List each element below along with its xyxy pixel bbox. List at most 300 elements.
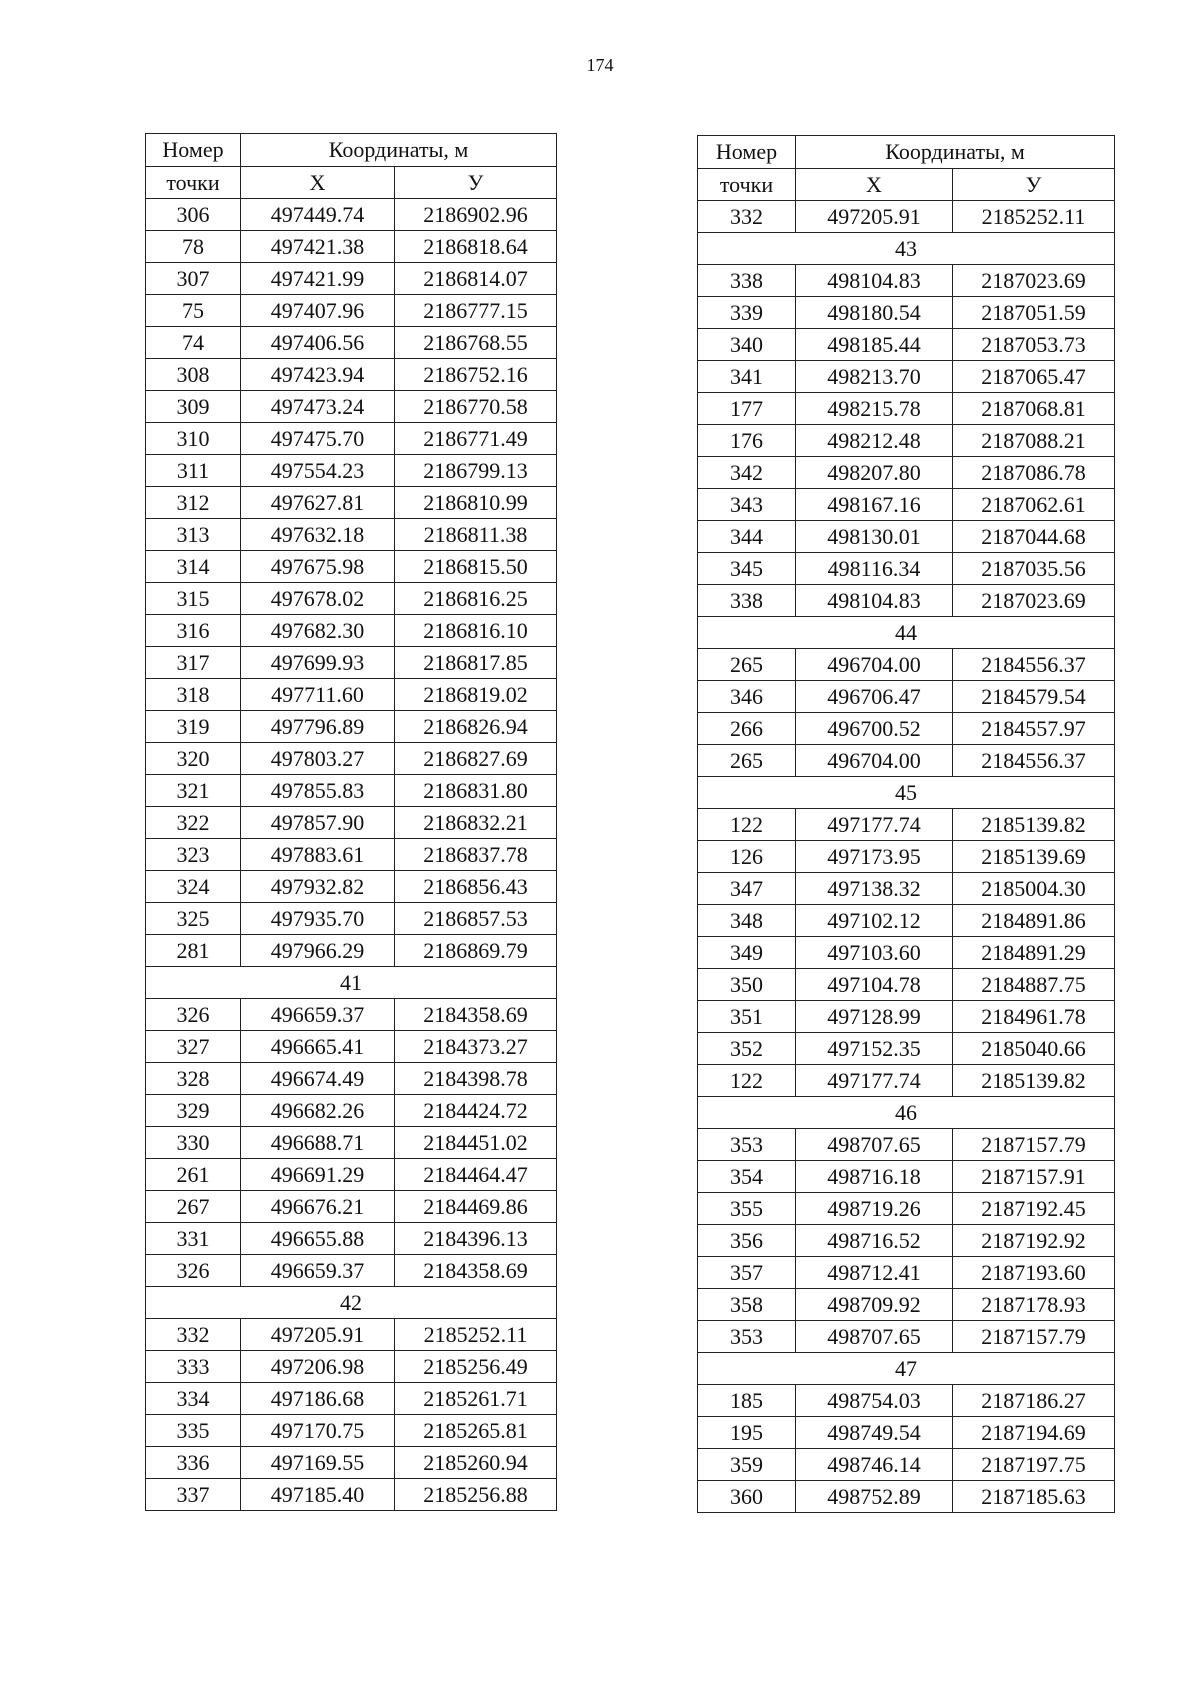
point-number-cell: 311 bbox=[146, 455, 241, 487]
y-coordinate-cell: 2187192.92 bbox=[953, 1225, 1115, 1257]
point-number-cell: 339 bbox=[698, 297, 796, 329]
table-row bbox=[698, 1321, 1115, 1353]
table-row bbox=[146, 295, 557, 327]
x-coordinate-cell: 496676.21 bbox=[241, 1191, 395, 1223]
y-coordinate-cell: 2187157.91 bbox=[953, 1161, 1115, 1193]
x-coordinate-cell: 498707.65 bbox=[796, 1129, 953, 1161]
point-number-cell: 315 bbox=[146, 583, 241, 615]
x-coordinate-cell: 497128.99 bbox=[796, 1001, 953, 1033]
point-number-cell: 358 bbox=[698, 1289, 796, 1321]
y-coordinate-cell: 2187157.79 bbox=[953, 1129, 1115, 1161]
y-coordinate-cell: 2186752.16 bbox=[395, 359, 557, 391]
point-number-cell: 326 bbox=[146, 999, 241, 1031]
table-row bbox=[698, 1449, 1115, 1481]
table-header bbox=[146, 134, 557, 199]
table-row bbox=[698, 553, 1115, 585]
y-coordinate-cell: 2186816.25 bbox=[395, 583, 557, 615]
y-coordinate-cell: 2185139.82 bbox=[953, 809, 1115, 841]
point-number-cell: 312 bbox=[146, 487, 241, 519]
table-row bbox=[146, 455, 557, 487]
y-coordinate-cell: 2185261.71 bbox=[395, 1383, 557, 1415]
point-number-cell: 308 bbox=[146, 359, 241, 391]
x-coordinate-cell: 497449.74 bbox=[241, 199, 395, 231]
header-number-bottom: точки bbox=[698, 169, 796, 201]
table-row bbox=[146, 775, 557, 807]
x-coordinate-cell: 497177.74 bbox=[796, 1065, 953, 1097]
y-coordinate-cell: 2186817.85 bbox=[395, 647, 557, 679]
table-row bbox=[698, 873, 1115, 905]
table-row bbox=[698, 745, 1115, 777]
table-row bbox=[698, 1193, 1115, 1225]
x-coordinate-cell: 496706.47 bbox=[796, 681, 953, 713]
point-number-cell: 328 bbox=[146, 1063, 241, 1095]
x-coordinate-cell: 496704.00 bbox=[796, 649, 953, 681]
x-coordinate-cell: 497206.98 bbox=[241, 1351, 395, 1383]
table-row bbox=[146, 807, 557, 839]
x-coordinate-cell: 497473.24 bbox=[241, 391, 395, 423]
x-coordinate-cell: 498104.83 bbox=[796, 265, 953, 297]
table-row bbox=[146, 1255, 557, 1287]
point-number-cell: 360 bbox=[698, 1481, 796, 1513]
y-coordinate-cell: 2186831.80 bbox=[395, 775, 557, 807]
table-row bbox=[698, 1417, 1115, 1449]
point-number-cell: 122 bbox=[698, 1065, 796, 1097]
table-row bbox=[146, 423, 557, 455]
y-coordinate-cell: 2187157.79 bbox=[953, 1321, 1115, 1353]
x-coordinate-cell: 497205.91 bbox=[796, 201, 953, 233]
coordinates-table-right bbox=[697, 135, 1115, 1513]
point-number-cell: 352 bbox=[698, 1033, 796, 1065]
y-coordinate-cell: 2186869.79 bbox=[395, 935, 557, 967]
table-row bbox=[146, 839, 557, 871]
table-row bbox=[146, 1095, 557, 1127]
section-label: 44 bbox=[698, 617, 1115, 649]
point-number-cell: 346 bbox=[698, 681, 796, 713]
section-row bbox=[146, 967, 557, 999]
point-number-cell: 309 bbox=[146, 391, 241, 423]
point-number-cell: 195 bbox=[698, 1417, 796, 1449]
point-number-cell: 338 bbox=[698, 265, 796, 297]
y-coordinate-cell: 2186815.50 bbox=[395, 551, 557, 583]
table-row bbox=[698, 1289, 1115, 1321]
table-row bbox=[698, 393, 1115, 425]
y-coordinate-cell: 2184556.37 bbox=[953, 649, 1115, 681]
table-row bbox=[146, 1159, 557, 1191]
point-number-cell: 320 bbox=[146, 743, 241, 775]
point-number-cell: 355 bbox=[698, 1193, 796, 1225]
y-coordinate-cell: 2186819.02 bbox=[395, 679, 557, 711]
y-coordinate-cell: 2184373.27 bbox=[395, 1031, 557, 1063]
point-number-cell: 307 bbox=[146, 263, 241, 295]
table-row bbox=[146, 1223, 557, 1255]
x-coordinate-cell: 496688.71 bbox=[241, 1127, 395, 1159]
x-coordinate-cell: 496704.00 bbox=[796, 745, 953, 777]
y-coordinate-cell: 2184398.78 bbox=[395, 1063, 557, 1095]
y-coordinate-cell: 2185139.82 bbox=[953, 1065, 1115, 1097]
x-coordinate-cell: 497103.60 bbox=[796, 937, 953, 969]
y-coordinate-cell: 2186771.49 bbox=[395, 423, 557, 455]
header-y: У bbox=[953, 169, 1115, 201]
point-number-cell: 333 bbox=[146, 1351, 241, 1383]
y-coordinate-cell: 2185256.49 bbox=[395, 1351, 557, 1383]
x-coordinate-cell: 497855.83 bbox=[241, 775, 395, 807]
y-coordinate-cell: 2184887.75 bbox=[953, 969, 1115, 1001]
y-coordinate-cell: 2187023.69 bbox=[953, 265, 1115, 297]
y-coordinate-cell: 2186827.69 bbox=[395, 743, 557, 775]
table-row bbox=[146, 1415, 557, 1447]
x-coordinate-cell: 498212.48 bbox=[796, 425, 953, 457]
x-coordinate-cell: 498716.18 bbox=[796, 1161, 953, 1193]
y-coordinate-cell: 2187023.69 bbox=[953, 585, 1115, 617]
header-number-top: Номер bbox=[146, 134, 241, 167]
y-coordinate-cell: 2184891.29 bbox=[953, 937, 1115, 969]
point-number-cell: 177 bbox=[698, 393, 796, 425]
x-coordinate-cell: 497857.90 bbox=[241, 807, 395, 839]
x-coordinate-cell: 497407.96 bbox=[241, 295, 395, 327]
point-number-cell: 322 bbox=[146, 807, 241, 839]
table-row bbox=[698, 809, 1115, 841]
y-coordinate-cell: 2184469.86 bbox=[395, 1191, 557, 1223]
point-number-cell: 332 bbox=[698, 201, 796, 233]
point-number-cell: 348 bbox=[698, 905, 796, 937]
y-coordinate-cell: 2187051.59 bbox=[953, 297, 1115, 329]
section-label: 47 bbox=[698, 1353, 1115, 1385]
x-coordinate-cell: 496674.49 bbox=[241, 1063, 395, 1095]
y-coordinate-cell: 2184891.86 bbox=[953, 905, 1115, 937]
point-number-cell: 75 bbox=[146, 295, 241, 327]
point-number-cell: 353 bbox=[698, 1321, 796, 1353]
table-row bbox=[146, 359, 557, 391]
x-coordinate-cell: 498130.01 bbox=[796, 521, 953, 553]
y-coordinate-cell: 2187194.69 bbox=[953, 1417, 1115, 1449]
table-row bbox=[698, 905, 1115, 937]
table-row bbox=[146, 999, 557, 1031]
x-coordinate-cell: 497803.27 bbox=[241, 743, 395, 775]
x-coordinate-cell: 498709.92 bbox=[796, 1289, 953, 1321]
point-number-cell: 354 bbox=[698, 1161, 796, 1193]
table-row bbox=[698, 329, 1115, 361]
x-coordinate-cell: 497423.94 bbox=[241, 359, 395, 391]
y-coordinate-cell: 2186832.21 bbox=[395, 807, 557, 839]
table-row bbox=[698, 361, 1115, 393]
y-coordinate-cell: 2186816.10 bbox=[395, 615, 557, 647]
y-coordinate-cell: 2186768.55 bbox=[395, 327, 557, 359]
y-coordinate-cell: 2186837.78 bbox=[395, 839, 557, 871]
x-coordinate-cell: 496691.29 bbox=[241, 1159, 395, 1191]
y-coordinate-cell: 2187192.45 bbox=[953, 1193, 1115, 1225]
y-coordinate-cell: 2184396.13 bbox=[395, 1223, 557, 1255]
table-row bbox=[698, 681, 1115, 713]
point-number-cell: 341 bbox=[698, 361, 796, 393]
table-row bbox=[698, 489, 1115, 521]
x-coordinate-cell: 497632.18 bbox=[241, 519, 395, 551]
x-coordinate-cell: 497102.12 bbox=[796, 905, 953, 937]
y-coordinate-cell: 2184424.72 bbox=[395, 1095, 557, 1127]
x-coordinate-cell: 497678.02 bbox=[241, 583, 395, 615]
x-coordinate-cell: 498746.14 bbox=[796, 1449, 953, 1481]
x-coordinate-cell: 498754.03 bbox=[796, 1385, 953, 1417]
point-number-cell: 281 bbox=[146, 935, 241, 967]
table-row bbox=[698, 713, 1115, 745]
point-number-cell: 317 bbox=[146, 647, 241, 679]
x-coordinate-cell: 496655.88 bbox=[241, 1223, 395, 1255]
x-coordinate-cell: 498719.26 bbox=[796, 1193, 953, 1225]
point-number-cell: 176 bbox=[698, 425, 796, 457]
y-coordinate-cell: 2185256.88 bbox=[395, 1479, 557, 1511]
table-row bbox=[698, 521, 1115, 553]
x-coordinate-cell: 497711.60 bbox=[241, 679, 395, 711]
point-number-cell: 323 bbox=[146, 839, 241, 871]
table-row bbox=[146, 1063, 557, 1095]
table-row bbox=[146, 231, 557, 263]
x-coordinate-cell: 497675.98 bbox=[241, 551, 395, 583]
point-number-cell: 335 bbox=[146, 1415, 241, 1447]
y-coordinate-cell: 2187186.27 bbox=[953, 1385, 1115, 1417]
table-row bbox=[698, 937, 1115, 969]
section-row bbox=[698, 1097, 1115, 1129]
x-coordinate-cell: 497205.91 bbox=[241, 1319, 395, 1351]
table-row bbox=[146, 679, 557, 711]
y-coordinate-cell: 2186770.58 bbox=[395, 391, 557, 423]
y-coordinate-cell: 2186814.07 bbox=[395, 263, 557, 295]
y-coordinate-cell: 2186826.94 bbox=[395, 711, 557, 743]
y-coordinate-cell: 2187185.63 bbox=[953, 1481, 1115, 1513]
x-coordinate-cell: 497169.55 bbox=[241, 1447, 395, 1479]
x-coordinate-cell: 497627.81 bbox=[241, 487, 395, 519]
point-number-cell: 344 bbox=[698, 521, 796, 553]
y-coordinate-cell: 2184464.47 bbox=[395, 1159, 557, 1191]
section-label: 41 bbox=[146, 967, 557, 999]
table-row bbox=[146, 1031, 557, 1063]
point-number-cell: 122 bbox=[698, 809, 796, 841]
y-coordinate-cell: 2184451.02 bbox=[395, 1127, 557, 1159]
table-row bbox=[146, 391, 557, 423]
point-number-cell: 306 bbox=[146, 199, 241, 231]
point-number-cell: 350 bbox=[698, 969, 796, 1001]
header-number-bottom: точки bbox=[146, 167, 241, 199]
table-body bbox=[698, 201, 1115, 1513]
y-coordinate-cell: 2184358.69 bbox=[395, 999, 557, 1031]
table-row bbox=[146, 711, 557, 743]
table-row bbox=[146, 1127, 557, 1159]
x-coordinate-cell: 497421.99 bbox=[241, 263, 395, 295]
x-coordinate-cell: 497475.70 bbox=[241, 423, 395, 455]
table-row bbox=[146, 1479, 557, 1511]
point-number-cell: 324 bbox=[146, 871, 241, 903]
y-coordinate-cell: 2187178.93 bbox=[953, 1289, 1115, 1321]
x-coordinate-cell: 497186.68 bbox=[241, 1383, 395, 1415]
point-number-cell: 265 bbox=[698, 649, 796, 681]
x-coordinate-cell: 497935.70 bbox=[241, 903, 395, 935]
x-coordinate-cell: 498213.70 bbox=[796, 361, 953, 393]
header-coordinates: Координаты, м bbox=[796, 136, 1115, 169]
table-row bbox=[698, 649, 1115, 681]
point-number-cell: 343 bbox=[698, 489, 796, 521]
point-number-cell: 265 bbox=[698, 745, 796, 777]
table-row bbox=[698, 1033, 1115, 1065]
header-number-top: Номер bbox=[698, 136, 796, 169]
x-coordinate-cell: 497554.23 bbox=[241, 455, 395, 487]
x-coordinate-cell: 498104.83 bbox=[796, 585, 953, 617]
y-coordinate-cell: 2184579.54 bbox=[953, 681, 1115, 713]
table-row bbox=[698, 1001, 1115, 1033]
section-row bbox=[698, 233, 1115, 265]
point-number-cell: 126 bbox=[698, 841, 796, 873]
x-coordinate-cell: 497152.35 bbox=[796, 1033, 953, 1065]
y-coordinate-cell: 2185004.30 bbox=[953, 873, 1115, 905]
y-coordinate-cell: 2186818.64 bbox=[395, 231, 557, 263]
point-number-cell: 340 bbox=[698, 329, 796, 361]
table-row bbox=[146, 615, 557, 647]
table-row bbox=[146, 935, 557, 967]
y-coordinate-cell: 2186777.15 bbox=[395, 295, 557, 327]
header-x: X bbox=[241, 167, 395, 199]
x-coordinate-cell: 498180.54 bbox=[796, 297, 953, 329]
table-row bbox=[146, 519, 557, 551]
point-number-cell: 332 bbox=[146, 1319, 241, 1351]
y-coordinate-cell: 2187053.73 bbox=[953, 329, 1115, 361]
x-coordinate-cell: 497932.82 bbox=[241, 871, 395, 903]
point-number-cell: 266 bbox=[698, 713, 796, 745]
x-coordinate-cell: 496659.37 bbox=[241, 999, 395, 1031]
x-coordinate-cell: 497170.75 bbox=[241, 1415, 395, 1447]
point-number-cell: 314 bbox=[146, 551, 241, 583]
point-number-cell: 319 bbox=[146, 711, 241, 743]
table-row bbox=[146, 1319, 557, 1351]
x-coordinate-cell: 497406.56 bbox=[241, 327, 395, 359]
section-row bbox=[698, 617, 1115, 649]
y-coordinate-cell: 2186857.53 bbox=[395, 903, 557, 935]
section-label: 46 bbox=[698, 1097, 1115, 1129]
table-row bbox=[698, 457, 1115, 489]
y-coordinate-cell: 2187044.68 bbox=[953, 521, 1115, 553]
x-coordinate-cell: 497185.40 bbox=[241, 1479, 395, 1511]
x-coordinate-cell: 498707.65 bbox=[796, 1321, 953, 1353]
point-number-cell: 342 bbox=[698, 457, 796, 489]
table-row bbox=[146, 1383, 557, 1415]
table-row bbox=[698, 969, 1115, 1001]
section-label: 43 bbox=[698, 233, 1115, 265]
point-number-cell: 329 bbox=[146, 1095, 241, 1127]
y-coordinate-cell: 2185260.94 bbox=[395, 1447, 557, 1479]
x-coordinate-cell: 496682.26 bbox=[241, 1095, 395, 1127]
table-row bbox=[698, 1161, 1115, 1193]
x-coordinate-cell: 497966.29 bbox=[241, 935, 395, 967]
point-number-cell: 334 bbox=[146, 1383, 241, 1415]
x-coordinate-cell: 498712.41 bbox=[796, 1257, 953, 1289]
x-coordinate-cell: 497699.93 bbox=[241, 647, 395, 679]
table-row bbox=[146, 1351, 557, 1383]
section-row bbox=[698, 777, 1115, 809]
table-row bbox=[698, 585, 1115, 617]
y-coordinate-cell: 2187193.60 bbox=[953, 1257, 1115, 1289]
section-label: 42 bbox=[146, 1287, 557, 1319]
page-number: 174 bbox=[586, 55, 614, 75]
y-coordinate-cell: 2184961.78 bbox=[953, 1001, 1115, 1033]
point-number-cell: 325 bbox=[146, 903, 241, 935]
point-number-cell: 351 bbox=[698, 1001, 796, 1033]
y-coordinate-cell: 2186856.43 bbox=[395, 871, 557, 903]
table-row bbox=[146, 871, 557, 903]
point-number-cell: 347 bbox=[698, 873, 796, 905]
table-row bbox=[146, 487, 557, 519]
table-row bbox=[698, 1065, 1115, 1097]
x-coordinate-cell: 497796.89 bbox=[241, 711, 395, 743]
table-row bbox=[146, 327, 557, 359]
point-number-cell: 353 bbox=[698, 1129, 796, 1161]
coordinates-table-left bbox=[145, 133, 557, 1511]
point-number-cell: 327 bbox=[146, 1031, 241, 1063]
y-coordinate-cell: 2184556.37 bbox=[953, 745, 1115, 777]
x-coordinate-cell: 498185.44 bbox=[796, 329, 953, 361]
point-number-cell: 78 bbox=[146, 231, 241, 263]
table-row bbox=[698, 841, 1115, 873]
x-coordinate-cell: 497883.61 bbox=[241, 839, 395, 871]
y-coordinate-cell: 2184557.97 bbox=[953, 713, 1115, 745]
point-number-cell: 331 bbox=[146, 1223, 241, 1255]
point-number-cell: 313 bbox=[146, 519, 241, 551]
table-row bbox=[146, 1191, 557, 1223]
x-coordinate-cell: 496659.37 bbox=[241, 1255, 395, 1287]
table-row bbox=[698, 425, 1115, 457]
point-number-cell: 326 bbox=[146, 1255, 241, 1287]
point-number-cell: 267 bbox=[146, 1191, 241, 1223]
table-row bbox=[146, 199, 557, 231]
y-coordinate-cell: 2187062.61 bbox=[953, 489, 1115, 521]
table-row bbox=[698, 1385, 1115, 1417]
table-header bbox=[698, 136, 1115, 201]
x-coordinate-cell: 498749.54 bbox=[796, 1417, 953, 1449]
table-row bbox=[698, 297, 1115, 329]
y-coordinate-cell: 2186902.96 bbox=[395, 199, 557, 231]
table-row bbox=[146, 743, 557, 775]
y-coordinate-cell: 2186799.13 bbox=[395, 455, 557, 487]
y-coordinate-cell: 2187088.21 bbox=[953, 425, 1115, 457]
table-row bbox=[146, 551, 557, 583]
section-row bbox=[698, 1353, 1115, 1385]
y-coordinate-cell: 2185252.11 bbox=[953, 201, 1115, 233]
y-coordinate-cell: 2186810.99 bbox=[395, 487, 557, 519]
table-row bbox=[698, 1129, 1115, 1161]
x-coordinate-cell: 497682.30 bbox=[241, 615, 395, 647]
x-coordinate-cell: 498207.80 bbox=[796, 457, 953, 489]
y-coordinate-cell: 2187197.75 bbox=[953, 1449, 1115, 1481]
point-number-cell: 338 bbox=[698, 585, 796, 617]
point-number-cell: 337 bbox=[146, 1479, 241, 1511]
x-coordinate-cell: 497173.95 bbox=[796, 841, 953, 873]
point-number-cell: 321 bbox=[146, 775, 241, 807]
point-number-cell: 336 bbox=[146, 1447, 241, 1479]
header-y: У bbox=[395, 167, 557, 199]
point-number-cell: 359 bbox=[698, 1449, 796, 1481]
y-coordinate-cell: 2184358.69 bbox=[395, 1255, 557, 1287]
y-coordinate-cell: 2187035.56 bbox=[953, 553, 1115, 585]
y-coordinate-cell: 2186811.38 bbox=[395, 519, 557, 551]
y-coordinate-cell: 2187065.47 bbox=[953, 361, 1115, 393]
header-coordinates: Координаты, м bbox=[241, 134, 557, 167]
y-coordinate-cell: 2185265.81 bbox=[395, 1415, 557, 1447]
y-coordinate-cell: 2185040.66 bbox=[953, 1033, 1115, 1065]
x-coordinate-cell: 498215.78 bbox=[796, 393, 953, 425]
table-row bbox=[146, 583, 557, 615]
point-number-cell: 316 bbox=[146, 615, 241, 647]
table-row bbox=[146, 903, 557, 935]
y-coordinate-cell: 2185139.69 bbox=[953, 841, 1115, 873]
section-row bbox=[146, 1287, 557, 1319]
x-coordinate-cell: 498116.34 bbox=[796, 553, 953, 585]
section-label: 45 bbox=[698, 777, 1115, 809]
x-coordinate-cell: 498167.16 bbox=[796, 489, 953, 521]
